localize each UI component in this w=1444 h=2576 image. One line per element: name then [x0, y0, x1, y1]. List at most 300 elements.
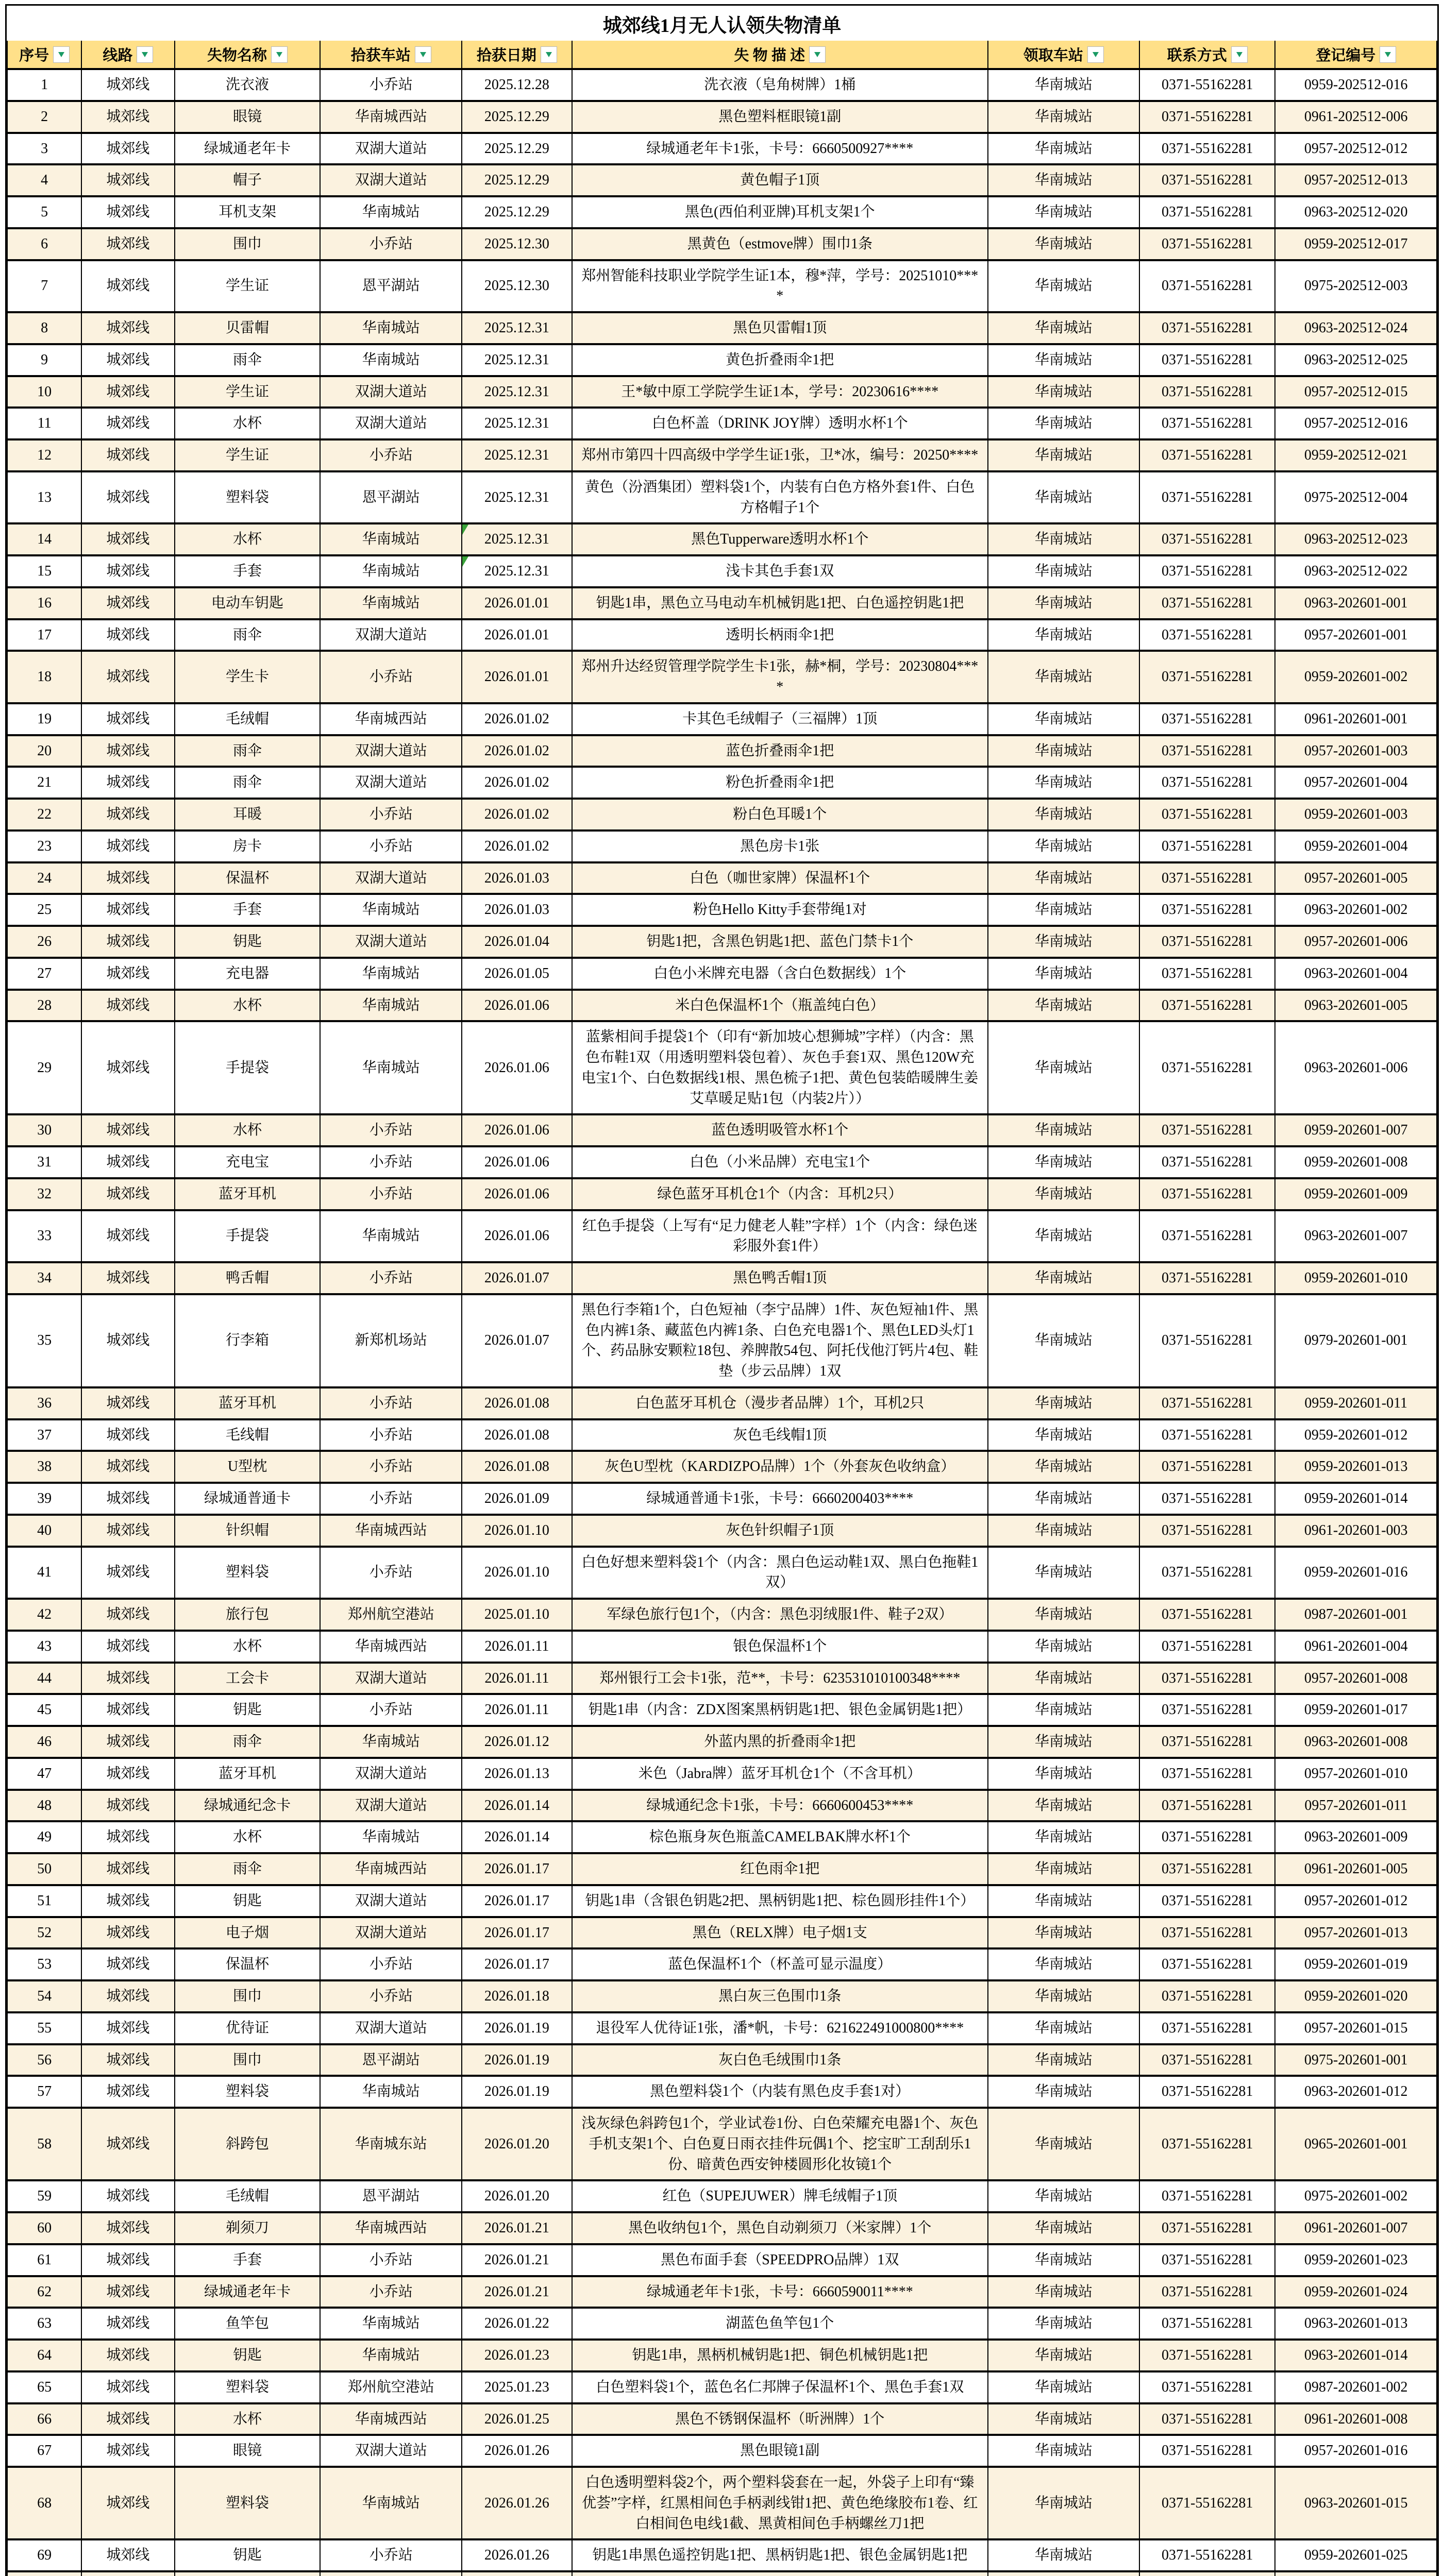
- cell-reg-no[interactable]: [1275, 1726, 1437, 1758]
- cell-found-station[interactable]: [320, 1758, 462, 1790]
- cell-desc[interactable]: [572, 831, 988, 862]
- cell-desc[interactable]: [572, 408, 988, 439]
- cell-phone[interactable]: [1139, 651, 1275, 703]
- cell-claim-station[interactable]: [988, 651, 1139, 703]
- cell-phone[interactable]: [1139, 587, 1275, 619]
- cell-found-station[interactable]: [320, 1419, 462, 1451]
- cell-found-date[interactable]: [462, 1853, 572, 1885]
- cell-seq[interactable]: [7, 1948, 81, 1980]
- cell-reg-no[interactable]: [1275, 735, 1437, 767]
- cell-found-date[interactable]: [462, 1114, 572, 1146]
- cell-item[interactable]: [175, 69, 321, 101]
- cell-phone[interactable]: [1139, 1885, 1275, 1917]
- cell-reg-no[interactable]: [1275, 1885, 1437, 1917]
- cell-line[interactable]: [81, 1210, 174, 1263]
- cell-seq[interactable]: [7, 555, 81, 587]
- cell-reg-no[interactable]: [1275, 2044, 1437, 2076]
- cell-reg-no[interactable]: [1275, 2371, 1437, 2403]
- cell-reg-no[interactable]: [1275, 1387, 1437, 1419]
- cell-claim-station[interactable]: [988, 1853, 1139, 1885]
- cell-line[interactable]: [81, 523, 174, 555]
- cell-line[interactable]: [81, 2108, 174, 2180]
- cell-line[interactable]: [81, 2539, 174, 2571]
- cell-phone[interactable]: [1139, 1694, 1275, 1726]
- cell-desc[interactable]: [572, 2571, 988, 2576]
- cell-desc[interactable]: [572, 958, 988, 990]
- cell-claim-station[interactable]: [988, 735, 1139, 767]
- cell-reg-no[interactable]: [1275, 958, 1437, 990]
- cell-found-date[interactable]: [462, 2371, 572, 2403]
- cell-reg-no[interactable]: [1275, 196, 1437, 228]
- cell-reg-no[interactable]: [1275, 587, 1437, 619]
- cell-phone[interactable]: [1139, 1294, 1275, 1387]
- cell-found-station[interactable]: [320, 1790, 462, 1822]
- cell-seq[interactable]: [7, 926, 81, 958]
- cell-reg-no[interactable]: [1275, 1451, 1437, 1483]
- cell-item[interactable]: [175, 555, 321, 587]
- cell-found-date[interactable]: [462, 523, 572, 555]
- cell-desc[interactable]: [572, 133, 988, 165]
- cell-reg-no[interactable]: [1275, 2108, 1437, 2180]
- cell-desc[interactable]: [572, 619, 988, 651]
- cell-found-date[interactable]: [462, 2435, 572, 2467]
- cell-line[interactable]: [81, 2308, 174, 2340]
- cell-reg-no[interactable]: [1275, 1146, 1437, 1178]
- cell-line[interactable]: [81, 1021, 174, 1114]
- cell-claim-station[interactable]: [988, 344, 1139, 376]
- cell-found-date[interactable]: [462, 958, 572, 990]
- cell-desc[interactable]: [572, 2467, 988, 2539]
- cell-desc[interactable]: [572, 2539, 988, 2571]
- cell-found-date[interactable]: [462, 1021, 572, 1114]
- cell-seq[interactable]: [7, 767, 81, 799]
- cell-claim-station[interactable]: [988, 101, 1139, 133]
- cell-phone[interactable]: [1139, 619, 1275, 651]
- cell-phone[interactable]: [1139, 2571, 1275, 2576]
- cell-seq[interactable]: [7, 1980, 81, 2012]
- cell-found-station[interactable]: [320, 260, 462, 313]
- cell-reg-no[interactable]: [1275, 1631, 1437, 1663]
- cell-desc[interactable]: [572, 2340, 988, 2371]
- cell-phone[interactable]: [1139, 1917, 1275, 1949]
- cell-desc[interactable]: [572, 1419, 988, 1451]
- cell-line[interactable]: [81, 2403, 174, 2435]
- cell-phone[interactable]: [1139, 1726, 1275, 1758]
- cell-found-date[interactable]: [462, 651, 572, 703]
- cell-claim-station[interactable]: [988, 1790, 1139, 1822]
- cell-found-station[interactable]: [320, 1515, 462, 1547]
- cell-found-station[interactable]: [320, 2435, 462, 2467]
- cell-reg-no[interactable]: [1275, 344, 1437, 376]
- cell-phone[interactable]: [1139, 2539, 1275, 2571]
- cell-phone[interactable]: [1139, 1790, 1275, 1822]
- cell-claim-station[interactable]: [988, 1419, 1139, 1451]
- cell-item[interactable]: [175, 862, 321, 894]
- cell-reg-no[interactable]: [1275, 133, 1437, 165]
- cell-desc[interactable]: [572, 1694, 988, 1726]
- cell-found-station[interactable]: [320, 196, 462, 228]
- cell-found-date[interactable]: [462, 2276, 572, 2308]
- cell-found-date[interactable]: [462, 2108, 572, 2180]
- cell-phone[interactable]: [1139, 69, 1275, 101]
- cell-found-station[interactable]: [320, 1294, 462, 1387]
- cell-found-station[interactable]: [320, 2012, 462, 2044]
- cell-desc[interactable]: [572, 735, 988, 767]
- cell-phone[interactable]: [1139, 862, 1275, 894]
- cell-reg-no[interactable]: [1275, 2467, 1437, 2539]
- cell-claim-station[interactable]: [988, 1917, 1139, 1949]
- cell-seq[interactable]: [7, 344, 81, 376]
- cell-reg-no[interactable]: [1275, 703, 1437, 735]
- cell-seq[interactable]: [7, 2467, 81, 2539]
- cell-seq[interactable]: [7, 1021, 81, 1114]
- cell-claim-station[interactable]: [988, 1885, 1139, 1917]
- cell-item[interactable]: [175, 471, 321, 524]
- cell-item[interactable]: [175, 651, 321, 703]
- cell-claim-station[interactable]: [988, 2108, 1139, 2180]
- cell-desc[interactable]: [572, 703, 988, 735]
- cell-desc[interactable]: [572, 1114, 988, 1146]
- cell-found-date[interactable]: [462, 990, 572, 1022]
- cell-seq[interactable]: [7, 1146, 81, 1178]
- cell-claim-station[interactable]: [988, 2244, 1139, 2276]
- cell-claim-station[interactable]: [988, 69, 1139, 101]
- cell-seq[interactable]: [7, 831, 81, 862]
- cell-item[interactable]: [175, 2180, 321, 2212]
- cell-reg-no[interactable]: [1275, 312, 1437, 344]
- cell-line[interactable]: [81, 799, 174, 831]
- cell-claim-station[interactable]: [988, 1631, 1139, 1663]
- cell-seq[interactable]: [7, 439, 81, 471]
- cell-phone[interactable]: [1139, 1483, 1275, 1515]
- cell-phone[interactable]: [1139, 2340, 1275, 2371]
- cell-found-date[interactable]: [462, 831, 572, 862]
- cell-claim-station[interactable]: [988, 2467, 1139, 2539]
- cell-desc[interactable]: [572, 651, 988, 703]
- cell-phone[interactable]: [1139, 408, 1275, 439]
- cell-phone[interactable]: [1139, 2076, 1275, 2108]
- cell-phone[interactable]: [1139, 1663, 1275, 1694]
- cell-claim-station[interactable]: [988, 2276, 1139, 2308]
- cell-desc[interactable]: [572, 2076, 988, 2108]
- cell-line[interactable]: [81, 376, 174, 408]
- cell-reg-no[interactable]: [1275, 101, 1437, 133]
- cell-claim-station[interactable]: [988, 376, 1139, 408]
- cell-desc[interactable]: [572, 2044, 988, 2076]
- cell-desc[interactable]: [572, 2403, 988, 2435]
- cell-claim-station[interactable]: [988, 1547, 1139, 1599]
- cell-found-station[interactable]: [320, 2308, 462, 2340]
- cell-desc[interactable]: [572, 2276, 988, 2308]
- cell-reg-no[interactable]: [1275, 376, 1437, 408]
- cell-item[interactable]: [175, 1178, 321, 1210]
- cell-reg-no[interactable]: [1275, 1917, 1437, 1949]
- cell-found-station[interactable]: [320, 69, 462, 101]
- cell-phone[interactable]: [1139, 196, 1275, 228]
- cell-found-date[interactable]: [462, 1726, 572, 1758]
- cell-reg-no[interactable]: [1275, 2435, 1437, 2467]
- cell-item[interactable]: [175, 767, 321, 799]
- cell-seq[interactable]: [7, 1178, 81, 1210]
- cell-seq[interactable]: [7, 587, 81, 619]
- cell-claim-station[interactable]: [988, 1178, 1139, 1210]
- cell-phone[interactable]: [1139, 2276, 1275, 2308]
- cell-found-station[interactable]: [320, 651, 462, 703]
- cell-found-date[interactable]: [462, 376, 572, 408]
- filter-dropdown-icon[interactable]: [1231, 46, 1248, 63]
- cell-reg-no[interactable]: [1275, 1853, 1437, 1885]
- cell-found-date[interactable]: [462, 1663, 572, 1694]
- cell-found-date[interactable]: [462, 2340, 572, 2371]
- cell-found-station[interactable]: [320, 2244, 462, 2276]
- cell-desc[interactable]: [572, 2308, 988, 2340]
- cell-found-station[interactable]: [320, 2212, 462, 2244]
- cell-seq[interactable]: [7, 2539, 81, 2571]
- cell-reg-no[interactable]: [1275, 164, 1437, 196]
- cell-found-date[interactable]: [462, 2076, 572, 2108]
- cell-seq[interactable]: [7, 1547, 81, 1599]
- cell-found-date[interactable]: [462, 439, 572, 471]
- cell-found-date[interactable]: [462, 260, 572, 313]
- cell-line[interactable]: [81, 587, 174, 619]
- cell-item[interactable]: [175, 1210, 321, 1263]
- cell-found-station[interactable]: [320, 1694, 462, 1726]
- cell-seq[interactable]: [7, 1663, 81, 1694]
- cell-found-station[interactable]: [320, 1451, 462, 1483]
- cell-item[interactable]: [175, 735, 321, 767]
- cell-line[interactable]: [81, 133, 174, 165]
- cell-seq[interactable]: [7, 1114, 81, 1146]
- cell-claim-station[interactable]: [988, 1726, 1139, 1758]
- cell-found-station[interactable]: [320, 958, 462, 990]
- cell-line[interactable]: [81, 1483, 174, 1515]
- cell-claim-station[interactable]: [988, 2212, 1139, 2244]
- cell-desc[interactable]: [572, 344, 988, 376]
- cell-found-date[interactable]: [462, 587, 572, 619]
- cell-found-date[interactable]: [462, 1210, 572, 1263]
- cell-line[interactable]: [81, 1631, 174, 1663]
- cell-desc[interactable]: [572, 2012, 988, 2044]
- cell-desc[interactable]: [572, 471, 988, 524]
- cell-phone[interactable]: [1139, 1821, 1275, 1853]
- cell-line[interactable]: [81, 1853, 174, 1885]
- cell-desc[interactable]: [572, 1178, 988, 1210]
- cell-claim-station[interactable]: [988, 1948, 1139, 1980]
- cell-line[interactable]: [81, 101, 174, 133]
- cell-seq[interactable]: [7, 2435, 81, 2467]
- cell-phone[interactable]: [1139, 1021, 1275, 1114]
- cell-found-station[interactable]: [320, 1210, 462, 1263]
- cell-item[interactable]: [175, 2012, 321, 2044]
- cell-item[interactable]: [175, 587, 321, 619]
- cell-found-station[interactable]: [320, 926, 462, 958]
- cell-item[interactable]: [175, 1885, 321, 1917]
- cell-found-date[interactable]: [462, 703, 572, 735]
- cell-found-station[interactable]: [320, 523, 462, 555]
- cell-found-date[interactable]: [462, 1387, 572, 1419]
- cell-desc[interactable]: [572, 1021, 988, 1114]
- cell-found-station[interactable]: [320, 1387, 462, 1419]
- cell-line[interactable]: [81, 164, 174, 196]
- cell-found-station[interactable]: [320, 344, 462, 376]
- cell-reg-no[interactable]: [1275, 1262, 1437, 1294]
- cell-seq[interactable]: [7, 69, 81, 101]
- cell-reg-no[interactable]: [1275, 555, 1437, 587]
- cell-item[interactable]: [175, 831, 321, 862]
- cell-seq[interactable]: [7, 735, 81, 767]
- cell-claim-station[interactable]: [988, 1599, 1139, 1631]
- cell-line[interactable]: [81, 408, 174, 439]
- cell-claim-station[interactable]: [988, 228, 1139, 260]
- cell-item[interactable]: [175, 2371, 321, 2403]
- cell-phone[interactable]: [1139, 1631, 1275, 1663]
- cell-found-date[interactable]: [462, 344, 572, 376]
- filter-dropdown-icon[interactable]: [809, 46, 826, 63]
- cell-item[interactable]: [175, 1853, 321, 1885]
- cell-found-station[interactable]: [320, 1885, 462, 1917]
- cell-found-date[interactable]: [462, 69, 572, 101]
- cell-claim-station[interactable]: [988, 2044, 1139, 2076]
- cell-claim-station[interactable]: [988, 196, 1139, 228]
- cell-item[interactable]: [175, 408, 321, 439]
- cell-claim-station[interactable]: [988, 2371, 1139, 2403]
- cell-line[interactable]: [81, 2435, 174, 2467]
- cell-reg-no[interactable]: [1275, 2076, 1437, 2108]
- cell-reg-no[interactable]: [1275, 523, 1437, 555]
- cell-found-date[interactable]: [462, 2012, 572, 2044]
- cell-claim-station[interactable]: [988, 471, 1139, 524]
- cell-desc[interactable]: [572, 2371, 988, 2403]
- cell-found-station[interactable]: [320, 990, 462, 1022]
- cell-item[interactable]: [175, 2467, 321, 2539]
- cell-seq[interactable]: [7, 376, 81, 408]
- cell-found-date[interactable]: [462, 735, 572, 767]
- cell-found-date[interactable]: [462, 894, 572, 926]
- cell-phone[interactable]: [1139, 1210, 1275, 1263]
- cell-desc[interactable]: [572, 894, 988, 926]
- cell-reg-no[interactable]: [1275, 2276, 1437, 2308]
- cell-claim-station[interactable]: [988, 1515, 1139, 1547]
- cell-reg-no[interactable]: [1275, 2340, 1437, 2371]
- cell-line[interactable]: [81, 1114, 174, 1146]
- cell-item[interactable]: [175, 228, 321, 260]
- cell-found-station[interactable]: [320, 799, 462, 831]
- cell-found-station[interactable]: [320, 1547, 462, 1599]
- cell-seq[interactable]: [7, 894, 81, 926]
- cell-phone[interactable]: [1139, 1980, 1275, 2012]
- cell-line[interactable]: [81, 958, 174, 990]
- cell-claim-station[interactable]: [988, 1451, 1139, 1483]
- cell-item[interactable]: [175, 1980, 321, 2012]
- cell-reg-no[interactable]: [1275, 1114, 1437, 1146]
- cell-phone[interactable]: [1139, 228, 1275, 260]
- cell-claim-station[interactable]: [988, 1146, 1139, 1178]
- cell-reg-no[interactable]: [1275, 1178, 1437, 1210]
- cell-phone[interactable]: [1139, 1547, 1275, 1599]
- cell-reg-no[interactable]: [1275, 1294, 1437, 1387]
- cell-reg-no[interactable]: [1275, 1980, 1437, 2012]
- cell-desc[interactable]: [572, 312, 988, 344]
- cell-found-date[interactable]: [462, 1451, 572, 1483]
- cell-phone[interactable]: [1139, 555, 1275, 587]
- cell-found-station[interactable]: [320, 1948, 462, 1980]
- cell-phone[interactable]: [1139, 926, 1275, 958]
- cell-line[interactable]: [81, 439, 174, 471]
- cell-found-date[interactable]: [462, 1419, 572, 1451]
- cell-line[interactable]: [81, 2076, 174, 2108]
- filter-dropdown-icon[interactable]: [415, 46, 431, 63]
- cell-found-station[interactable]: [320, 619, 462, 651]
- cell-desc[interactable]: [572, 2212, 988, 2244]
- cell-reg-no[interactable]: [1275, 228, 1437, 260]
- cell-item[interactable]: [175, 1262, 321, 1294]
- cell-line[interactable]: [81, 2180, 174, 2212]
- cell-found-station[interactable]: [320, 2539, 462, 2571]
- cell-item[interactable]: [175, 799, 321, 831]
- cell-found-station[interactable]: [320, 2467, 462, 2539]
- filter-dropdown-icon[interactable]: [137, 46, 153, 63]
- cell-claim-station[interactable]: [988, 164, 1139, 196]
- cell-line[interactable]: [81, 619, 174, 651]
- cell-phone[interactable]: [1139, 831, 1275, 862]
- cell-item[interactable]: [175, 1599, 321, 1631]
- cell-item[interactable]: [175, 196, 321, 228]
- cell-found-date[interactable]: [462, 799, 572, 831]
- cell-found-date[interactable]: [462, 2571, 572, 2576]
- cell-found-date[interactable]: [462, 2212, 572, 2244]
- cell-phone[interactable]: [1139, 312, 1275, 344]
- cell-reg-no[interactable]: [1275, 1948, 1437, 1980]
- cell-line[interactable]: [81, 228, 174, 260]
- cell-phone[interactable]: [1139, 1178, 1275, 1210]
- cell-found-date[interactable]: [462, 1694, 572, 1726]
- cell-line[interactable]: [81, 1980, 174, 2012]
- cell-found-date[interactable]: [462, 228, 572, 260]
- cell-reg-no[interactable]: [1275, 926, 1437, 958]
- cell-reg-no[interactable]: [1275, 2571, 1437, 2576]
- cell-item[interactable]: [175, 1483, 321, 1515]
- cell-found-date[interactable]: [462, 1790, 572, 1822]
- cell-claim-station[interactable]: [988, 2180, 1139, 2212]
- cell-seq[interactable]: [7, 1790, 81, 1822]
- cell-line[interactable]: [81, 1451, 174, 1483]
- cell-desc[interactable]: [572, 376, 988, 408]
- cell-claim-station[interactable]: [988, 587, 1139, 619]
- cell-item[interactable]: [175, 1547, 321, 1599]
- cell-line[interactable]: [81, 1419, 174, 1451]
- cell-desc[interactable]: [572, 1948, 988, 1980]
- cell-found-date[interactable]: [462, 2539, 572, 2571]
- cell-claim-station[interactable]: [988, 767, 1139, 799]
- cell-seq[interactable]: [7, 990, 81, 1022]
- cell-phone[interactable]: [1139, 1262, 1275, 1294]
- filter-dropdown-icon[interactable]: [271, 46, 288, 63]
- cell-found-station[interactable]: [320, 2371, 462, 2403]
- cell-item[interactable]: [175, 1790, 321, 1822]
- cell-line[interactable]: [81, 471, 174, 524]
- cell-claim-station[interactable]: [988, 260, 1139, 313]
- cell-item[interactable]: [175, 1694, 321, 1726]
- cell-item[interactable]: [175, 1021, 321, 1114]
- cell-found-station[interactable]: [320, 2571, 462, 2576]
- cell-seq[interactable]: [7, 1694, 81, 1726]
- cell-claim-station[interactable]: [988, 1694, 1139, 1726]
- cell-found-date[interactable]: [462, 1515, 572, 1547]
- cell-claim-station[interactable]: [988, 523, 1139, 555]
- cell-phone[interactable]: [1139, 2371, 1275, 2403]
- filter-dropdown-icon[interactable]: [1380, 46, 1396, 63]
- cell-seq[interactable]: [7, 1515, 81, 1547]
